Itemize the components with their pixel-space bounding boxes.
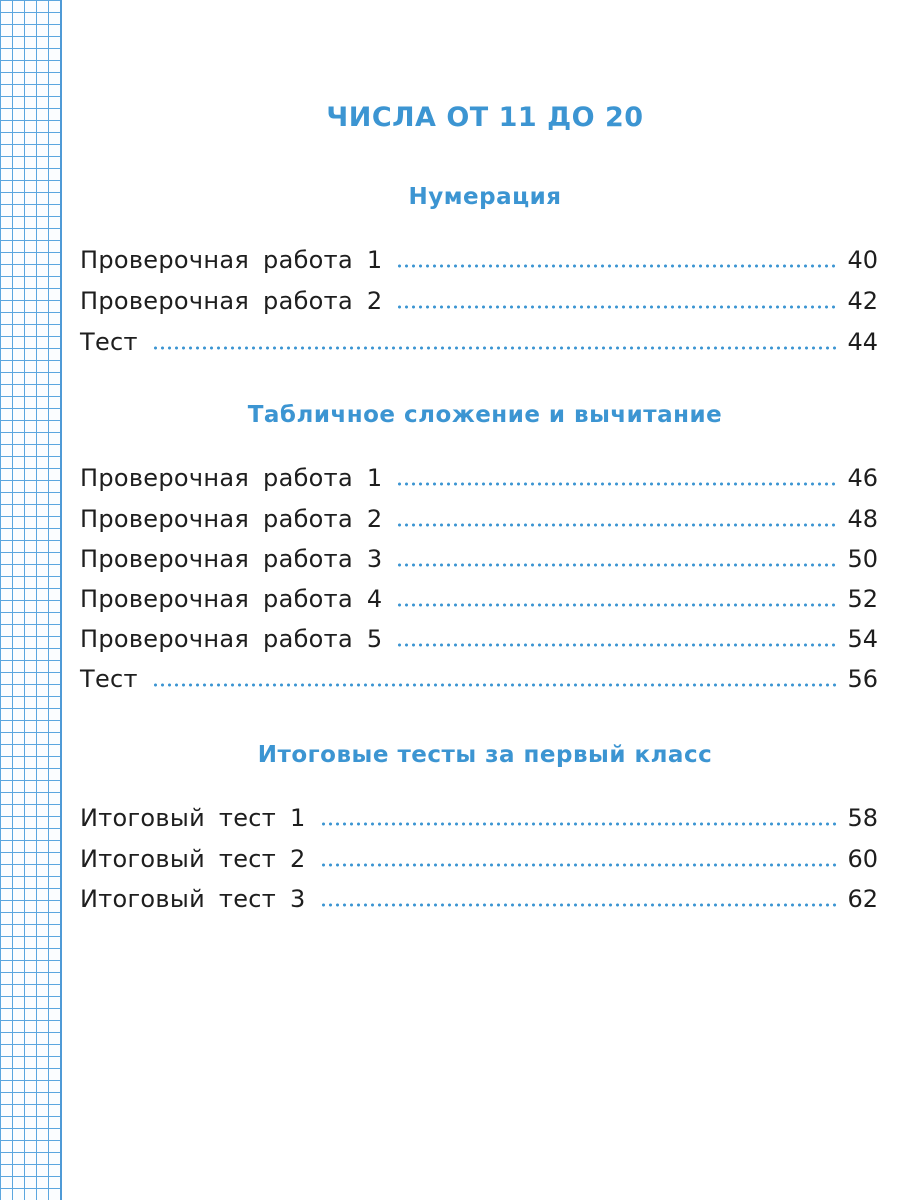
toc-entry-page: 60 [847,845,878,873]
toc-entry-page: 44 [847,328,878,356]
toc-entry-label: Проверочная работа 3 [80,545,383,573]
toc-entry [80,617,878,653]
toc-entry-label: Проверочная работа 5 [80,625,383,653]
toc-entry [80,877,878,913]
toc-entry-label: Тест [80,328,138,356]
toc-entry-page: 40 [847,246,878,274]
toc-entry-page: 62 [847,885,878,913]
dot-leader [396,264,837,268]
dot-leader [396,563,837,567]
toc-entry [80,657,878,693]
toc-entry-page: 58 [847,804,878,832]
toc-entry-label: Тест [80,665,138,693]
toc-entry-page: 56 [847,665,878,693]
toc-entry-label: Итоговый тест 1 [80,804,306,832]
section-title-final-tests: Итоговые тесты за первый класс [257,742,713,768]
toc-entry [80,320,878,356]
toc-entry-label: Итоговый тест 2 [80,845,306,873]
dot-leader [396,523,837,527]
dot-leader [320,863,838,867]
toc-entry-page: 42 [847,287,878,315]
toc-entry-label: Проверочная работа 2 [80,505,383,533]
toc-entry-page: 50 [847,545,878,573]
toc-entry-page: 52 [847,585,878,613]
dot-leader [152,346,838,350]
toc-entry-label: Проверочная работа 1 [80,246,383,274]
toc-entry [80,537,878,573]
toc-entry-label: Итоговый тест 3 [80,885,306,913]
section-title-tabular-addition: Табличное сложение и вычитание [247,402,723,428]
toc-entry-page: 46 [847,464,878,492]
dot-leader [320,822,838,826]
toc-entry [80,456,878,492]
dot-leader [152,683,838,687]
toc-entry [80,796,878,832]
toc-entry-label: Проверочная работа 4 [80,585,383,613]
dot-leader [396,603,837,607]
dot-leader [396,305,837,309]
toc-entry-label: Проверочная работа 2 [80,287,383,315]
dot-leader [320,903,838,907]
toc-entry [80,279,878,315]
main-title: ЧИСЛА ОТ 11 ДО 20 [326,102,644,133]
dot-leader [396,482,837,486]
toc-entry-label: Проверочная работа 1 [80,464,383,492]
toc-entry [80,497,878,533]
section-title-numeration: Нумерация [408,184,562,210]
toc-entry-page: 48 [847,505,878,533]
toc-entry [80,577,878,613]
toc-entry [80,238,878,274]
dot-leader [396,643,837,647]
toc-entry [80,837,878,873]
toc-entry-page: 54 [847,625,878,653]
